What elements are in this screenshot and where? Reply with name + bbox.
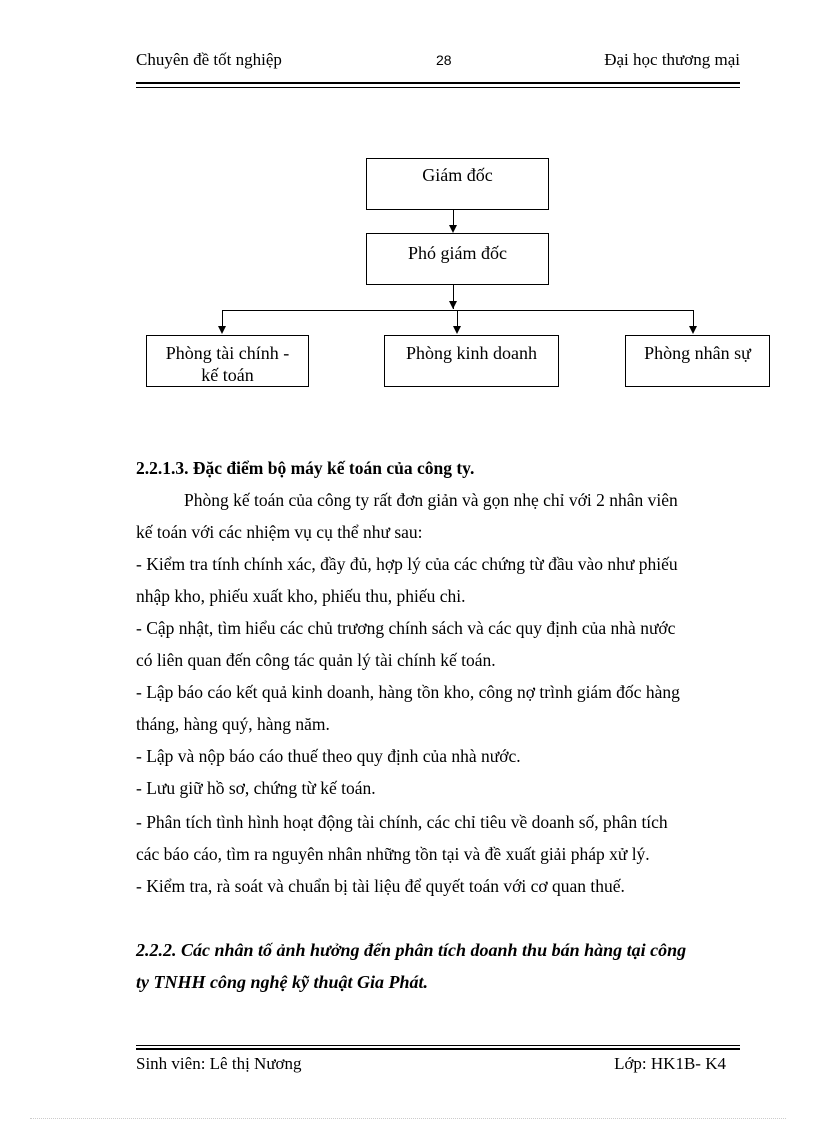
arrow-head xyxy=(449,301,457,309)
section-heading-italic: ty TNHH công nghệ kỹ thuật Gia Phát. xyxy=(136,972,429,992)
org-box-hr xyxy=(625,335,770,387)
page-edge xyxy=(30,1118,786,1119)
arrow-head xyxy=(218,326,226,334)
paragraph-line: các báo cáo, tìm ra nguyên nhân những tồn tại và đề xuất giải pháp xử lý. xyxy=(136,844,650,864)
arrow-head xyxy=(453,326,461,334)
org-label-deputy-director: Phó giám đốc xyxy=(408,243,507,263)
paragraph-line: có liên quan đến công tác quản lý tài chính kế toán. xyxy=(136,650,496,670)
arrow-head xyxy=(449,225,457,233)
arrow-head xyxy=(689,326,697,334)
org-box-director xyxy=(366,158,549,210)
org-box-sales xyxy=(384,335,559,387)
org-label-director: Giám đốc xyxy=(422,165,493,185)
paragraph-line: - Kiểm tra tính chính xác, đầy đủ, hợp lý của các chứng từ đầu vào như phiếu xyxy=(136,554,678,574)
org-label-sales: Phòng kinh doanh xyxy=(405,343,537,363)
org-label-hr: Phòng nhân sự xyxy=(644,343,751,363)
connector xyxy=(222,310,694,311)
footer-rule-thin xyxy=(136,1045,740,1046)
paragraph-line: Phòng kế toán của công ty rất đơn giản và gọn nhẹ chỉ với 2 nhân viên xyxy=(184,490,678,510)
org-box-deputy-director xyxy=(366,233,549,285)
page-number: 28 xyxy=(436,52,452,68)
header-right: Đại học thương mại xyxy=(604,50,740,69)
header-left: Chuyên đề tốt nghiệp xyxy=(136,50,282,69)
header-rule-thin xyxy=(136,87,740,88)
paragraph-line: - Lập báo cáo kết quả kinh doanh, hàng tồn kho, công nợ trình giám đốc hàng xyxy=(136,682,680,702)
footer-rule-thick xyxy=(136,1048,740,1050)
org-label-finance-line2: kế toán xyxy=(201,365,254,385)
paragraph-line: - Phân tích tình hình hoạt động tài chính, các chỉ tiêu về doanh số, phân tích xyxy=(136,812,668,832)
footer-student: Sinh viên: Lê thị Nương xyxy=(136,1054,302,1073)
paragraph-line: - Lập và nộp báo cáo thuế theo quy định của nhà nước. xyxy=(136,746,521,766)
paragraph-line: - Lưu giữ hồ sơ, chứng từ kế toán. xyxy=(136,778,376,798)
paragraph-line: - Kiểm tra, rà soát và chuẩn bị tài liệu để quyết toán với cơ quan thuế. xyxy=(136,876,625,896)
paragraph-line: nhập kho, phiếu xuất kho, phiếu thu, phiếu chi. xyxy=(136,586,466,606)
footer-class: Lớp: HK1B- K4 xyxy=(614,1054,726,1073)
section-heading: 2.2.1.3. Đặc điểm bộ máy kế toán của công ty. xyxy=(136,458,475,478)
paragraph-line: kế toán với các nhiệm vụ cụ thể như sau: xyxy=(136,522,423,542)
section-heading-italic: 2.2.2. Các nhân tố ảnh hưởng đến phân tích doanh thu bán hàng tại công xyxy=(136,940,687,960)
org-box-finance-accounting xyxy=(146,335,309,387)
header-rule-thick xyxy=(136,82,740,84)
paragraph-line: tháng, hàng quý, hàng năm. xyxy=(136,714,330,734)
org-label-finance-line1: Phòng tài chính - xyxy=(165,343,290,363)
paragraph-line: - Cập nhật, tìm hiểu các chủ trương chính sách và các quy định của nhà nước xyxy=(136,618,676,638)
